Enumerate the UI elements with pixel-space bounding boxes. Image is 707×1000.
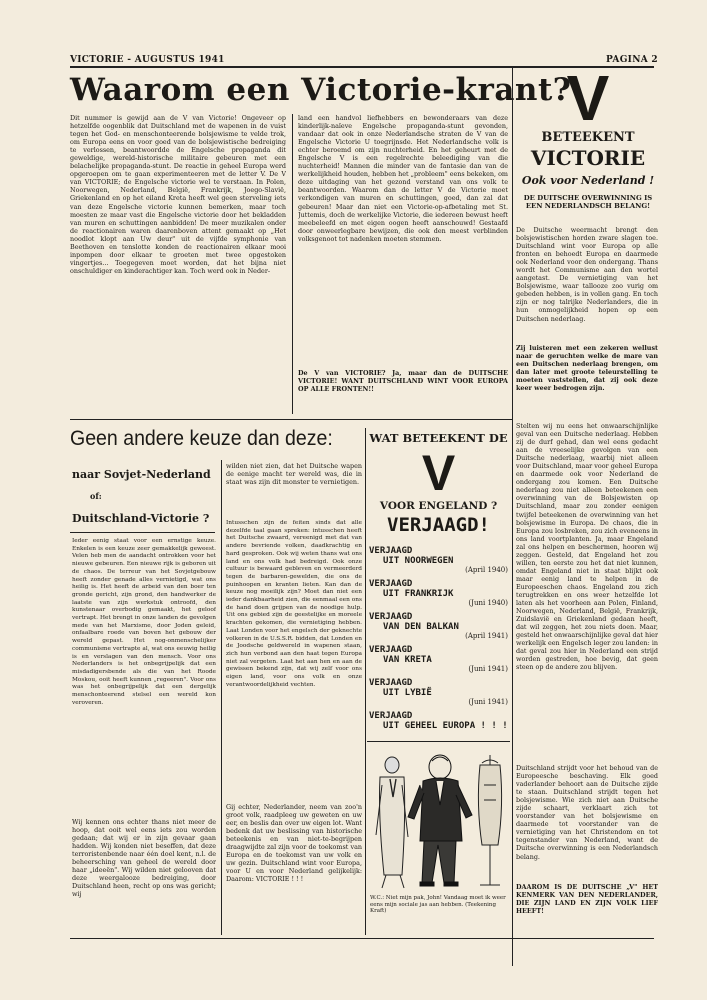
section-rule xyxy=(70,419,512,420)
footer-rule xyxy=(70,938,654,939)
expulsion-date: (Juni 1941) xyxy=(468,665,508,673)
expulsion-item xyxy=(369,612,510,642)
subhead-sovjet: naar Sovjet-Nederland xyxy=(72,468,211,481)
subhead-rule xyxy=(70,532,215,533)
beteekent-label: BETEEKENT xyxy=(541,130,635,145)
right-para-2: Zij luisteren met een zekeren wellust naar de geruchten welke de mare van een Duitschen nederlaag brengen, om dan later met groote teleurstelling te moeten vaststellen, dat zij ook deze keer weer bedrogen zijn. xyxy=(516,344,658,393)
cartoon-caption: W.C.: Niet mijn pak, John! Vandaag moet ik weer eens mijn sociale jas aan hebben. (Teekening Kraft) xyxy=(370,895,506,914)
expulsion-date: (Juni 1940) xyxy=(468,599,508,607)
expulsion-item xyxy=(369,645,510,675)
expulsion-place: UIT GEHEEL EUROPA ! ! ! xyxy=(383,721,508,731)
ook-voor-nederland: Ook voor Nederland ! xyxy=(521,174,655,187)
page-number: PAGINA 2 xyxy=(606,55,658,65)
box-question: VOOR ENGELAND ? xyxy=(379,500,498,512)
right-column-divider xyxy=(512,66,513,966)
victorie-label: VICTORIE xyxy=(530,146,646,170)
expulsion-verb: VERJAAGD xyxy=(369,645,413,655)
expulsion-place: UIT NOORWEGEN xyxy=(383,556,454,566)
lower-headline: Geen andere keuze dan deze: xyxy=(70,427,333,450)
expulsion-item xyxy=(369,546,510,576)
expulsion-item xyxy=(369,678,510,708)
expulsion-item xyxy=(369,579,510,609)
expulsion-list xyxy=(369,546,510,736)
cartoon-illustration xyxy=(368,745,509,893)
subhead-duitschland: Duitschland-Victorie ? xyxy=(72,512,210,525)
right-lead: DE DUITSCHE OVERWINNING IS EEN NEDERLANDSCH BELANG! xyxy=(523,194,653,211)
v-letter-large: V xyxy=(566,62,610,134)
lower-divider-2 xyxy=(365,428,366,935)
box-verjaagd: VERJAAGD! xyxy=(387,514,490,536)
expulsion-verb: VERJAAGD xyxy=(369,711,413,721)
lower-column-a-2: Wij kennen ons echter thans niet meer de hoop, dat ooit wel eens iets zou worden gedaan; dat wij er in zijn gevaar gaan hadden. Wij konden niet beseffen, dat deze terroristenbende naar één doel kent, n.l. de beheersching van geheel de wereld door haar „ideeën". Wij wilden niet gelooven dat deze weergalooze bedreiging, door Duitschland heen, recht op ons was gericht; wij xyxy=(72,818,216,899)
expulsion-verb: VERJAAGD xyxy=(369,546,413,556)
expulsion-place: VAN KRETA xyxy=(383,655,432,665)
article-column-1: Dit nummer is gewijd aan de V van Victorie! Ongeveer op hetzelfde oogenblik dat Duitschland met de wapenen in de vuist tegen het God- en menschonteerende bolsjewisme te velde trok, om Europa eens en voor goed van de bolsjewistische bedreiging te verlossen, beantwoordde de Engelsche propaganda dit geweldige, wereld-historische militaire gebeuren met een belachelijke propaganda-stunt. De reactie in geheel Europa werd opgeroepen om te gaan experimenteeren met de letter V. De V van VICTORIE; de Engelsche victorie wel te verstaan. In Polen, Noorwegen, Nederland, België, Frankrijk, Joego-Slavië, Griekenland en op het eiland Kreta heeft wel geen sterveling iets van deze Engelsche victorie kunnen bemerken, maar toch moesten ze maar vast die Engelsche victorie door het bekladden van muren en schuttingen aanbidden! De meer muzikalen onder de reactionairen waren daarenboven attent gemaakt op „Het noodlot klopt aan Uw deur" uit de vijfde symphonie van Beethoven en tenslotte konden de reactionairen elkaar mooi inpompen door elkaar te groeten met twee opgestoken vingertjes... Toegegeven moet worden, dat het bijna niet onschuldiger en kinderachtiger kan. Toch werd ook in Neder- xyxy=(70,114,286,275)
right-para-3: Stelten wij nu eens het onwaarschijnlijke geval van een Duitsche nederlaag. Hebben zij de durf gehad, dan wel eens gedacht aan de vreeselijke gevolgen van een Duitsche nederlaag, waarbij niet alleen voor Duitschland, maar voor geheel Europa en daarmede ook voor Nederland de ondergang zou komen. Een Duitsche nederlaag zou niet alleen beteekenen een overwinning van de Bolsjewisten op Duitschland, maar zou zonder eenigen twijfel beteekenen de overwinning van het bolsjewisme in Europa. De chaos, die in Europa zou losbreken, zou zich eveneens in ons land voortplanten. Ja, maar Engeland zal ons helpen en beschermen, hooren wij zeggen. Gesteld, dat Engeland het zou willen, ten eerste zou het dat niet kunnen, omdat Engeland niet in staat blijkt ook maar eenig land te helpen in de Europeeschen chaos. Engeland zou zich terugtrekken en ons weer hetzelfde lot laten als het voorheen aan Polen, Finland, Noorwegen, Nederland, België, Frankrijk, Zuidslavië en Griekenland gedaan heeft, dat wil zeggen, het zou niets doen. Maar, gesteld het onwaarschijnlijke geval dat hier werkelijk een Engelsch leger zou landen: in dat geval zou hier in Nederland een strijd worden gestreden, hoe bevig, dat geen steen op de andere zou blijven. xyxy=(516,422,658,672)
expulsion-verb: VERJAAGD xyxy=(369,678,413,688)
expulsion-date: (April 1941) xyxy=(465,632,508,640)
box-title: WAT BETEEKENT DE xyxy=(369,431,508,445)
lower-divider-1 xyxy=(221,460,222,935)
column-divider xyxy=(292,114,293,414)
expulsion-place: VAN DEN BALKAN xyxy=(383,622,459,632)
lower-column-b-2: Intusschen zijn de feiten sinds dat alle dezelfde taal gaan spreken: intusschen heeft het Duitsche zwaard, vereenigd met dat van andere bevriende volken, daadkrachtig en hard gesproken. Ook wij weten thans wat ons land en ons volk had bedreigd. Ook onze cultuur is bewaard gebleven en vermeerderd tegen de barbaren-gewelden, die ons de puinhoopen en kranten lieten. Kan dan de keuze nog moeilijk zijn? Moet dan niet een ieder dankbaarheid zien, die eenmaal een ons de hand doen grijpen van de noodige hulp. Uit ons gebied zijn de geestelijke en moreele krachten gekomen, die vernietiging hebben. Laat Londen voor het engelsch der geknechte volkeren in de U.S.S.R. bidden, dat Londen en de Joodsche geldwereld in wapenen staan, zich hun verbond aan den haat tegen Europa niet zal vergeten. Laat het aan hen en aan de gewissen bekend zijn, dat wij zelf voor ons eigen land, voor ons volk en onze verantwoordelijkheid vechten. xyxy=(226,520,362,688)
main-headline: Waarom een Victorie-krant? xyxy=(70,72,572,108)
article-column-2: land een handvol liefhebbers en bewonderaars van deze kinderlijk-naïeve Engelsche propaganda-stunt gevonden, vandaar dat ook in onze Nederlandsche straten de V van de Engelsche Victorie U toegrijnsde. Het Nederlandsche volk is echter beroemd om zijn nuchterheid. En het geheurt met de Engelsche V is een regelrechte beleediging van die nuchterheid! Mannen die minder van de fantasie dan van de werkelijkheid houden, hebben het „probleem" eens bekeken, om deze uitdaging van het gezond verstand van ons volk te beantwoorden. Waarom dan de letter V de Victorie moet verkondigen van muren en schuttingen, goed, dan zal dat gebeuren! Maar dan niet een Victorie-op-afbetaling met St. Juttemis, doch de werkelijke Victorie, die iedereen bewust heeft meebeleefd en met eigen oogen heeft aanschouwd! Gestaafd door onweerlegbare bewijzen, die ook den meest verblinden volksgenoot tot nadenken moeten stemmen. xyxy=(298,114,508,243)
article-conclusion: De V van VICTORIE? Ja, maar dan de DUITSCHE VICTORIE! WANT DUITSCHLAND WINT VOOR EUROPA OP ALLE FRONTEN!! xyxy=(298,369,508,394)
issue-header: VICTORIE - AUGUSTUS 1941 xyxy=(70,55,225,65)
expulsion-place: UIT LYBIË xyxy=(383,688,432,698)
expulsion-verb: VERJAAGD xyxy=(369,612,413,622)
box-cartoon-rule xyxy=(367,741,510,742)
expulsion-item xyxy=(369,711,510,735)
right-final-statement: DAAROM IS DE DUITSCHE „V" HET KENMERK VAN DEN NEDERLANDER, DIE ZIJN LAND EN ZIJN VOLK LIEF HEEFT! xyxy=(516,883,658,916)
expulsion-place: UIT FRANKRIJK xyxy=(383,589,454,599)
expulsion-date: (April 1940) xyxy=(465,566,508,574)
right-para-1: De Duitsche weermacht brengt den bolsjewistischen horden zware slagen toe. Duitschland wint voor Europa op alle fronten en behoedt Europa en daarmede ook Nederland voor den ondergang. Thans wordt het Communisme aan den wortel aangetast. De vernietiging van het Bolsjewisme, waar tallooze zoo vurig om gebeden hebben, is in vollen gang. En toch zijn er nog talrijke Nederlanders, die in hun onmogelijkheid hopen op een Duitschen nederlaag. xyxy=(516,226,658,323)
right-para-4: Duitschland strijdt voor het behoud van de Europeesche beschaving. Elk goed vaderlander behoort aan de Duitsche zijde te staan. Duitschland strijdt tegen het bolsjewisme. Wie zich niet aan Duitsche zijde schaart, verklaart zich tot voorstander van het bolsjewisme en daarmede tot voorstander van de vernietiging van het Christendom en tot tegenstander van Nederland, want de Duitsche overwinning is een Nederlandsch belang. xyxy=(516,764,658,861)
expulsion-verb: VERJAAGD xyxy=(369,579,413,589)
lower-column-b: wilden niet zien, dat het Duitsche wapen de eenige macht ter wereld was, die in staat was zijn dit monster te vernietigen. xyxy=(226,462,362,487)
subhead-of: of: xyxy=(90,491,102,501)
expulsion-date: (Juni 1941) xyxy=(468,698,508,706)
lower-column-b-3: Gij echter, Nederlander, neem van zoo'n groot volk, raadpleeg uw geweten en uw eer, en beslis dan over uw eigen lot. Want bedenk dat uw beslissing van historische beteekenis en van niet-te-begrijpen draagwijdte zal zijn voor de toekomst van Europa en de toekomst van uw volk en uw gezin. Duitschland wint voor Europa, voor U en voor Nederland gelijkelijk: Daarom: VICTORIE ! ! ! xyxy=(226,803,362,884)
box-v-letter: V xyxy=(421,445,456,501)
lower-column-a: Ieder eenig staat voor een ernstige keuze. Enkelen is een keuze zeer gemakkelijk geweest. Velen heb men de aandacht ontrokken voor het nieuwe gebeuren. Een nieuwe rijk is geboren uit de chaos. De terreur van het Sovjetgebouw heeft zonder genade alles vernietigd, wat ons heilig is. Het heeft de arbeid van den boer ten gronde gericht, zijn grond, den handwerker de laatste van zijn werkstuk ontroofd, den kunstenaar overbodig gemaakt, het geloof vertrapt. Het brengt in onze landen de gevolgen mede van het Marxisme, door Joden geleid, onfaalbare roede van boven het gebouw der wereld gepast. Het nog-onmenschelijker communisme vertrapte al, wat ons eeuwig heilig is en verslagen van den mensch. Voor ons Nederlanders is het onbegrijpelijk dat een misdadigersbende als die van het Roode Moskou, ooit heeft kunnen „regeeren". Voor ons was het onbegrijpelijk dat een dergelijk menschonteerend stelsel een wereld kon veroveren. xyxy=(72,538,216,706)
